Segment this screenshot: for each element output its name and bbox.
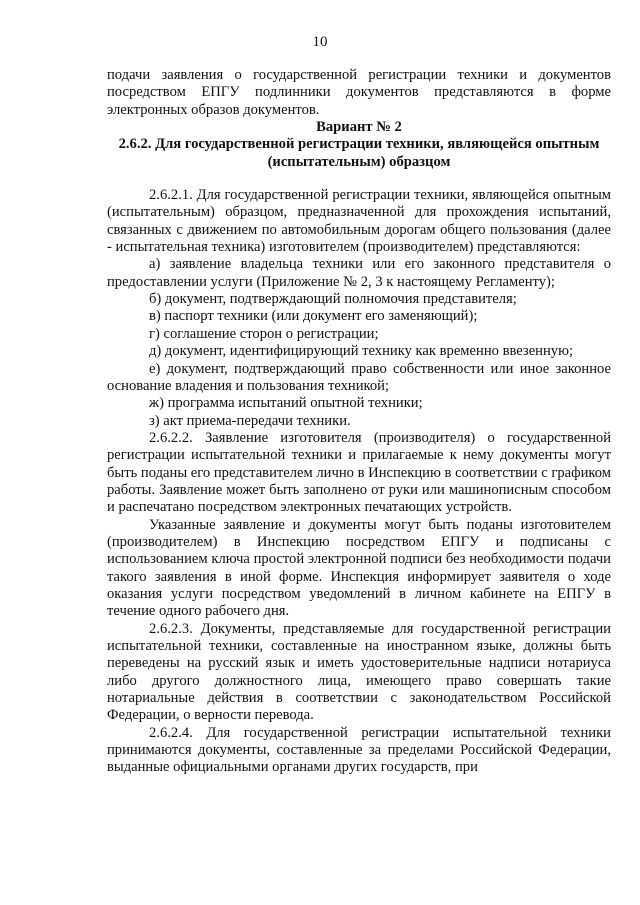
list-item-e: е) документ, подтверждающий право собственности или иное законное основание владения и пользования техникой;: [107, 360, 611, 394]
list-item-g: г) соглашение сторон о регистрации;: [149, 325, 379, 342]
paragraph-2-6-2-2: 2.6.2.2. Заявление изготовителя (производителя) о государственной регистрации испытательной техники и прилагаемые к нему документы могут быть поданы его представителем лично в Инспекцию в соответствии с графиком работы. Заявление может быть заполнено от руки или машинописным способом и распечатано посредством электронных печатающих устройств.: [107, 429, 611, 516]
paragraph-2-6-2-1: 2.6.2.1. Для государственной регистрации техники, являющейся опытным (испытательным) образцом, предназначенной для прохождения испытаний, связанных с движением по автомобильным дорогам общего пользования (далее - испытательная техника) изготовителем (производителем) представляются:: [107, 187, 611, 256]
document-body: [107, 67, 611, 777]
paragraph-2-6-2-4: 2.6.2.4. Для государственной регистрации испытательной техники принимаются документы, составленные за пределами Российской Федерации, выданные официальными органами других государств, при: [107, 724, 611, 776]
list-item-d: д) документ, идентифицирующий технику как временно ввезенную;: [149, 343, 574, 360]
paragraph-epgu-submission: Указанные заявление и документы могут быть поданы изготовителем (производителем) в Инспекцию посредством ЕПГУ и подписаны с использованием ключа простой электронной подписи без необходимости подачи такого заявления в иной форме. Инспекция информирует заявителя о ходе оказания услуги посредством уведомлений в личном кабинете на ЕПГУ в течение одного рабочего дня.: [107, 516, 611, 620]
paragraph-2-6-2-3: 2.6.2.3. Документы, представляемые для государственной регистрации испытательной техники, составленные на иностранном языке, должны быть переведены на русский язык и иметь удостоверительные надписи нотариуса либо другого должностного лица, имеющего право совершать такие нотариальные действия в соответствии с законодательством Российской Федерации, о верности перевода.: [107, 620, 611, 724]
list-item-z: з) акт приема-передачи техники.: [149, 412, 351, 429]
variant-heading: Вариант № 2: [316, 119, 402, 136]
list-item-v: в) паспорт техники (или документ его заменяющий);: [149, 308, 478, 325]
list-item-b: б) документ, подтверждающий полномочия представителя;: [149, 291, 517, 308]
list-item-a: а) заявление владельца техники или его законного представителя о предоставлении услуги (Приложение № 2, 3 к настоящему Регламенту);: [107, 256, 611, 290]
section-title: 2.6.2. Для государственной регистрации техники, являющейся опытным (испытательным) образцом: [118, 136, 600, 170]
page-number: 10: [312, 34, 328, 50]
intro-paragraph: подачи заявления о государственной регистрации техники и документов посредством ЕПГУ подлинники документов представляются в форме электронных образов документов.: [107, 67, 611, 118]
list-item-zh: ж) программа испытаний опытной техники;: [149, 395, 423, 412]
